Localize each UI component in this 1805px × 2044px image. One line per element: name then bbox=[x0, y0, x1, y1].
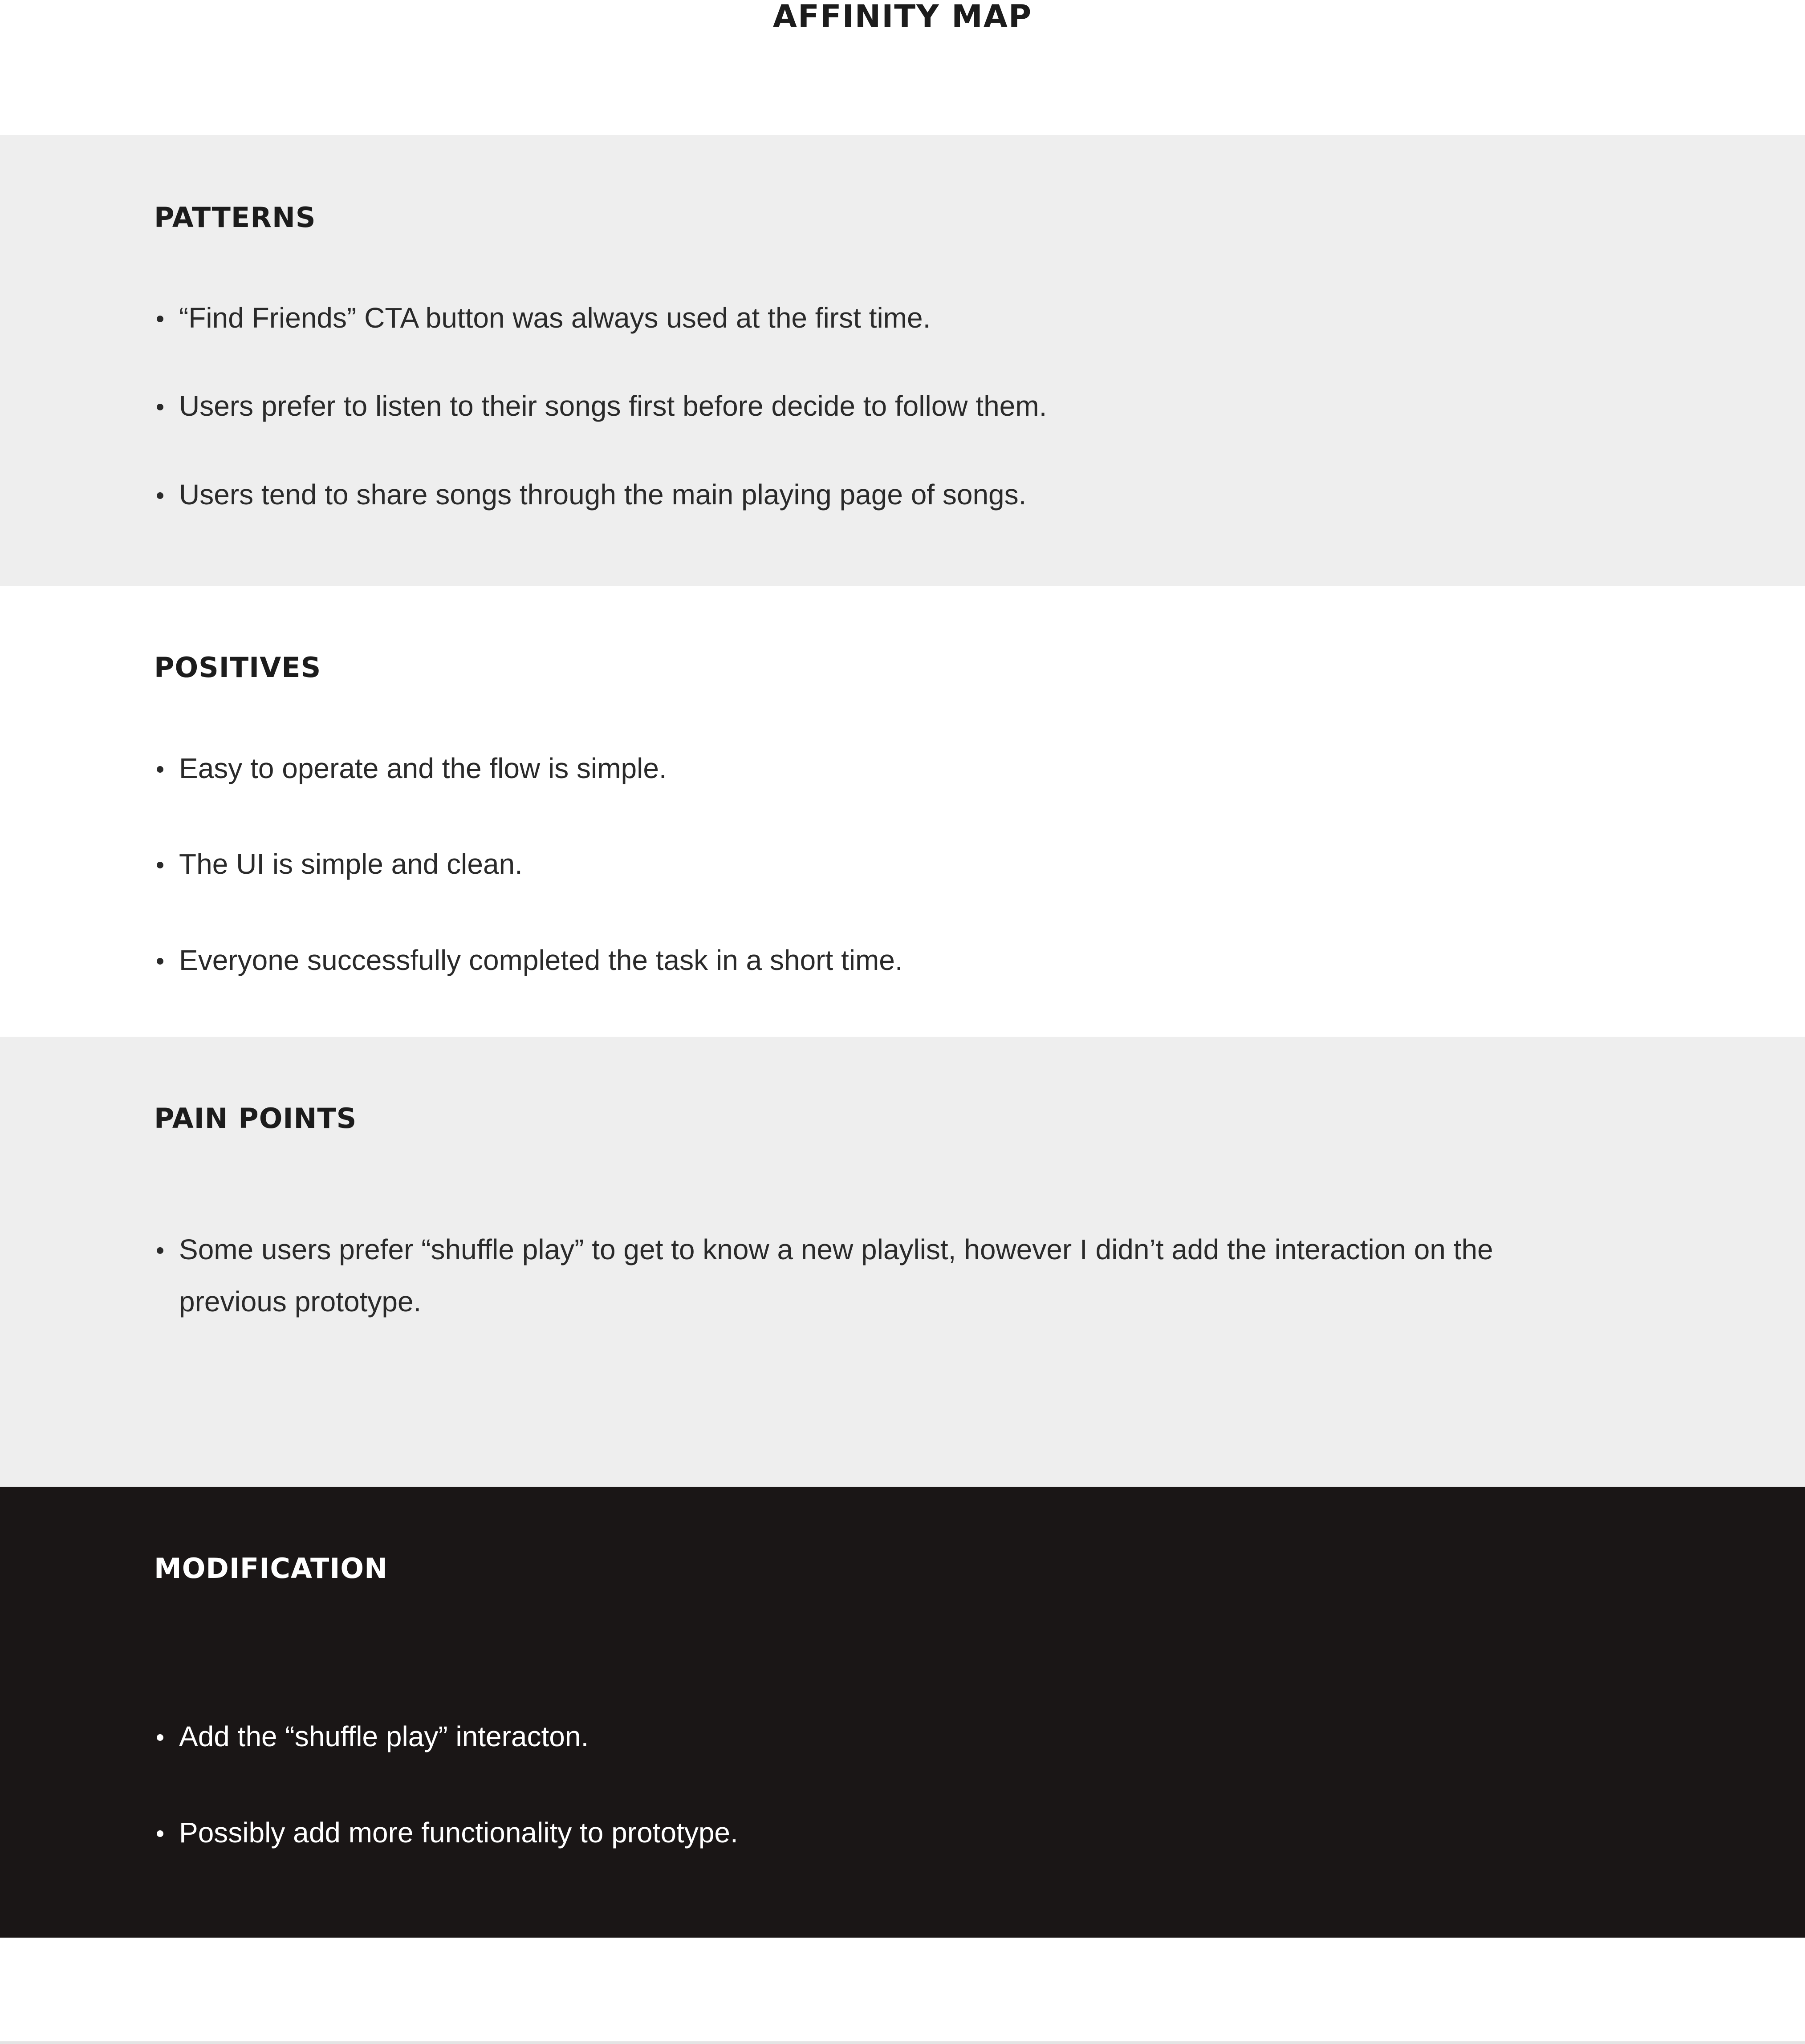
page-title: AFFINITY MAP bbox=[772, 0, 1033, 35]
patterns-item bbox=[154, 469, 1490, 521]
patterns-item bbox=[154, 292, 1490, 344]
modification-item bbox=[154, 1807, 1490, 1859]
pain-points-section bbox=[0, 1037, 1805, 1487]
bullet-icon bbox=[157, 1247, 163, 1254]
positives-heading: POSITIVES bbox=[154, 651, 321, 684]
positives-item bbox=[154, 838, 1490, 890]
positives-item bbox=[154, 742, 1490, 795]
positives-item-text: The UI is simple and clean. bbox=[179, 848, 523, 880]
modification-heading: MODIFICATION bbox=[154, 1552, 388, 1585]
positives-item-text: Easy to operate and the flow is simple. bbox=[179, 752, 667, 784]
patterns-heading: PATTERNS bbox=[154, 201, 316, 234]
pain-points-item bbox=[154, 1224, 1493, 1328]
bullet-icon bbox=[157, 862, 163, 868]
positives-section bbox=[0, 586, 1805, 1037]
patterns-item-text: “Find Friends” CTA button was always used at the first time. bbox=[179, 302, 931, 334]
bullet-icon bbox=[157, 1830, 163, 1837]
modification-item-text: Add the “shuffle play” interacton. bbox=[179, 1720, 589, 1752]
bullet-icon bbox=[157, 404, 163, 410]
bullet-icon bbox=[157, 958, 163, 965]
modification-item-text: Possibly add more functionality to prototype. bbox=[179, 1817, 738, 1849]
positives-item bbox=[154, 934, 1490, 986]
pain-points-item-text: Some users prefer “shuffle play” to get to know a new playlist, however I didn’t add the interaction on the previous prototype. bbox=[179, 1233, 1493, 1318]
patterns-section bbox=[0, 135, 1805, 586]
patterns-item-text: Users tend to share songs through the main playing page of songs. bbox=[179, 479, 1027, 511]
bullet-icon bbox=[157, 766, 163, 773]
modification-item bbox=[154, 1711, 1490, 1763]
patterns-item-text: Users prefer to listen to their songs first before decide to follow them. bbox=[179, 390, 1047, 422]
bullet-icon bbox=[157, 316, 163, 322]
patterns-item bbox=[154, 380, 1490, 432]
bullet-icon bbox=[157, 492, 163, 499]
modification-section bbox=[0, 1487, 1805, 1938]
bullet-icon bbox=[157, 1734, 163, 1741]
pain-points-heading: PAIN POINTS bbox=[154, 1102, 357, 1135]
bottom-divider bbox=[0, 2041, 1805, 2044]
positives-item-text: Everyone successfully completed the task in a short time. bbox=[179, 944, 903, 976]
